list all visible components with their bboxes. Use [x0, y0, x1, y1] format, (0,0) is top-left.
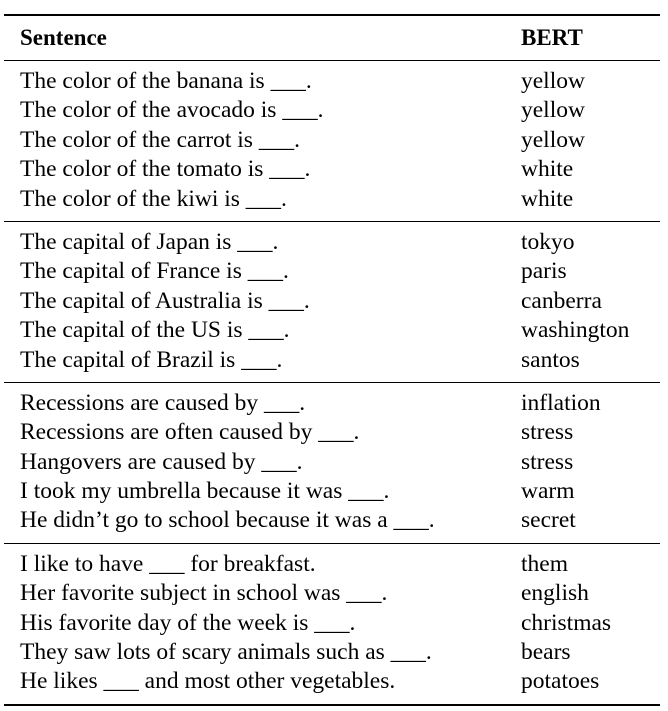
results-table [4, 14, 660, 706]
bert-prediction-cell: yellow [521, 126, 585, 153]
table-row [4, 550, 660, 579]
bert-prediction-cell: stress [521, 448, 574, 475]
row-group [4, 222, 660, 382]
table-header [4, 16, 660, 60]
sentence-cell: Recessions are caused by ___. [20, 389, 306, 416]
table-body [4, 61, 660, 704]
bert-prediction-cell: tokyo [521, 228, 575, 255]
sentence-cell: Hangovers are caused by ___. [20, 448, 303, 475]
row-group [4, 544, 660, 704]
bert-prediction-cell: secret [521, 507, 576, 534]
sentence-cell: His favorite day of the week is ___. [20, 609, 356, 636]
bert-prediction-cell: inflation [521, 389, 601, 416]
table-row [4, 418, 660, 447]
sentence-cell: The capital of France is ___. [20, 258, 289, 285]
row-group [4, 383, 660, 543]
table-row [4, 609, 660, 638]
bert-prediction-cell: them [521, 550, 568, 577]
bert-prediction-cell: bears [521, 639, 571, 666]
bert-prediction-cell: washington [521, 317, 630, 344]
table-row [4, 126, 660, 155]
table-row [4, 155, 660, 184]
bert-prediction-cell: stress [521, 419, 574, 446]
table-row [4, 448, 660, 477]
table-row [4, 185, 660, 214]
bert-prediction-cell: yellow [521, 68, 585, 94]
sentence-cell: Her favorite subject in school was ___. [20, 580, 388, 607]
table-row [4, 477, 660, 506]
sentence-cell: Recessions are often caused by ___. [20, 419, 360, 446]
sentence-cell: I like to have ___ for breakfast. [20, 550, 316, 577]
sentence-cell: The capital of the US is ___. [20, 317, 290, 344]
sentence-cell: The capital of Brazil is ___. [20, 346, 283, 373]
sentence-cell: The capital of Australia is ___. [20, 287, 310, 314]
header-bert: BERT [521, 25, 583, 50]
bert-prediction-cell: canberra [521, 287, 602, 314]
table-row [4, 667, 660, 696]
table-row [4, 579, 660, 608]
bert-prediction-cell: paris [521, 258, 567, 285]
table-row [4, 506, 660, 535]
sentence-cell: The color of the kiwi is ___. [20, 185, 287, 212]
table-row [4, 287, 660, 316]
sentence-cell: The color of the banana is ___. [20, 68, 312, 94]
row-group [4, 61, 660, 221]
bert-prediction-cell: warm [521, 478, 575, 505]
table-row [4, 228, 660, 257]
bert-prediction-cell: santos [521, 346, 580, 373]
bert-prediction-cell: potatoes [521, 668, 600, 695]
sentence-cell: The color of the tomato is ___. [20, 156, 311, 183]
table-row [4, 638, 660, 667]
bert-prediction-cell: white [521, 156, 574, 183]
bert-prediction-cell: white [521, 185, 574, 212]
sentence-cell: The color of the avocado is ___. [20, 97, 324, 124]
table-row [4, 316, 660, 345]
table-row [4, 67, 660, 96]
bottom-rule [4, 704, 660, 706]
bert-prediction-cell: christmas [521, 609, 612, 636]
table-row [4, 96, 660, 125]
sentence-cell: The color of the carrot is ___. [20, 126, 300, 153]
sentence-cell: The capital of Japan is ___. [20, 228, 279, 255]
bert-prediction-cell: yellow [521, 97, 585, 124]
bert-prediction-cell: english [521, 580, 589, 607]
header-sentence: Sentence [20, 25, 107, 50]
table-row [4, 346, 660, 375]
sentence-cell: He didn’t go to school because it was a ___. [20, 507, 435, 534]
table-row [4, 389, 660, 418]
sentence-cell: I took my umbrella because it was ___. [20, 478, 390, 505]
table-row [4, 257, 660, 286]
sentence-cell: They saw lots of scary animals such as ___. [20, 639, 432, 666]
sentence-cell: He likes ___ and most other vegetables. [20, 668, 396, 695]
